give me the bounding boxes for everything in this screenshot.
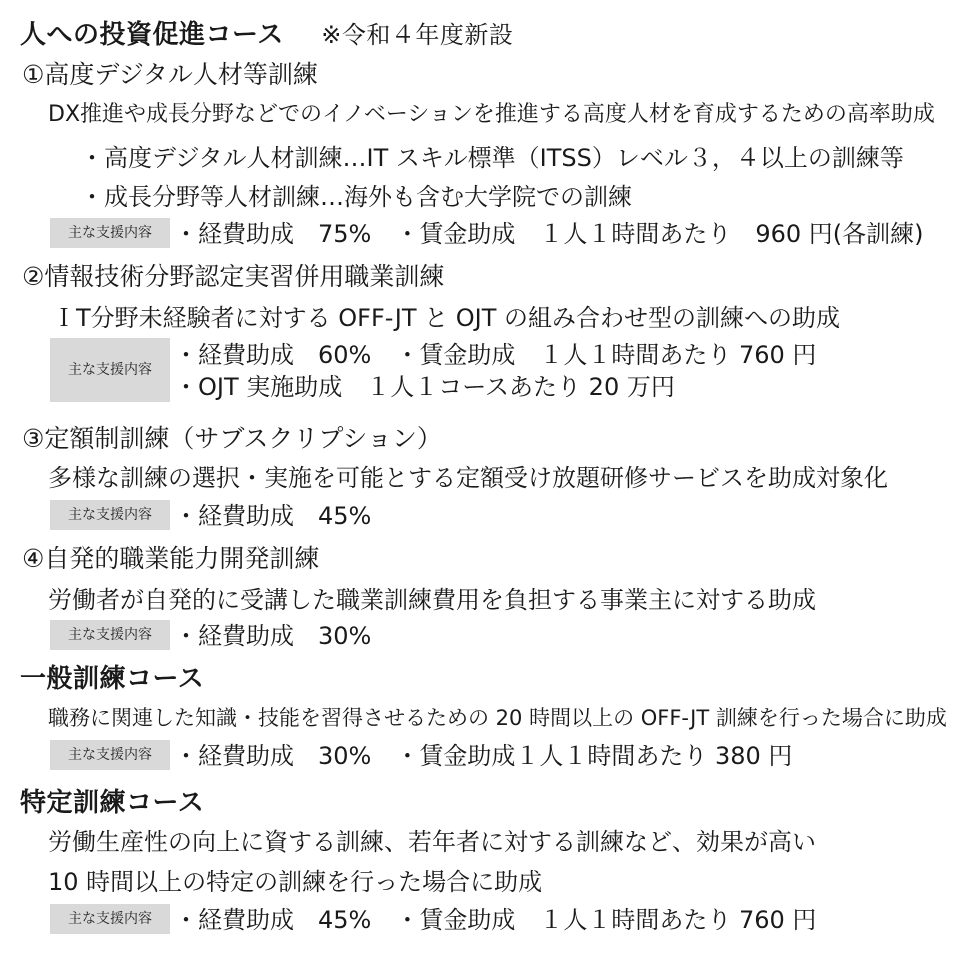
support-details-it-1: ・経費助成 60% ・賃金助成 １人１時間あたり 760 円 [174, 341, 817, 369]
support-details-voluntary: ・経費助成 30% [174, 622, 372, 650]
course-desc-specific-1: 労働生産性の向上に資する訓練、若年者に対する訓練など、効果が高い [48, 828, 816, 856]
support-badge: 主な支援内容 [50, 740, 170, 770]
support-badge: 主な支援内容 [50, 620, 170, 650]
subcourse-title-voluntary: ④自発的職業能力開発訓練 [22, 544, 320, 573]
course-title-general: 一般訓練コース [20, 664, 205, 694]
support-badge: 主な支援内容 [50, 904, 170, 934]
support-details-it-2: ・OJT 実施助成 １人１コースあたり 20 万円 [174, 373, 675, 401]
support-badge: 主な支援内容 [50, 338, 170, 402]
support-details-subscription: ・経費助成 45% [174, 502, 372, 530]
subcourse-title-digital: ①高度デジタル人材等訓練 [22, 60, 318, 89]
support-details-general: ・経費助成 30% ・賃金助成１人１時間あたり 380 円 [174, 742, 793, 770]
subcourse-title-it: ②情報技術分野認定実習併用職業訓練 [22, 262, 445, 291]
course-title-jinzai [20, 22, 513, 48]
course-title-specific: 特定訓練コース [20, 788, 205, 818]
bullet-growth-training: ・成長分野等人材訓練…海外も含む大学院での訓練 [80, 183, 632, 211]
course-desc-specific-2: 10 時間以上の特定の訓練を行った場合に助成 [48, 868, 543, 896]
course-note: ※令和４年度新設 [321, 21, 514, 49]
subcourse-title-subscription: ③定額制訓練（サブスクリプション） [22, 424, 442, 453]
support-details-specific: ・経費助成 45% ・賃金助成 １人１時間あたり 760 円 [174, 906, 817, 934]
support-badge: 主な支援内容 [50, 500, 170, 530]
bullet-digital-training: ・高度デジタル人材訓練…IT スキル標準（ITSS）レベル３，４以上の訓練等 [80, 144, 904, 172]
support-badge: 主な支援内容 [50, 218, 170, 248]
support-details-digital: ・経費助成 75% ・賃金助成 １人１時間あたり 960 円(各訓練) [174, 220, 924, 248]
subcourse-desc-it: ＩT分野未経験者に対する OFF-JT と OJT の組み合わせ型の訓練への助成 [52, 304, 841, 332]
subcourse-desc-digital: DX推進や成長分野などでのイノベーションを推進する高度人材を育成するための高率助成 [48, 102, 935, 127]
course-title-text: 人への投資促進コース [20, 20, 284, 50]
course-desc-general: 職務に関連した知識・技能を習得させるための 20 時間以上の OFF-JT 訓練を行った場合に助成 [48, 706, 947, 730]
subcourse-desc-subscription: 多様な訓練の選択・実施を可能とする定額受け放題研修サービスを助成対象化 [48, 464, 888, 492]
subcourse-desc-voluntary: 労働者が自発的に受講した職業訓練費用を負担する事業主に対する助成 [48, 586, 816, 614]
